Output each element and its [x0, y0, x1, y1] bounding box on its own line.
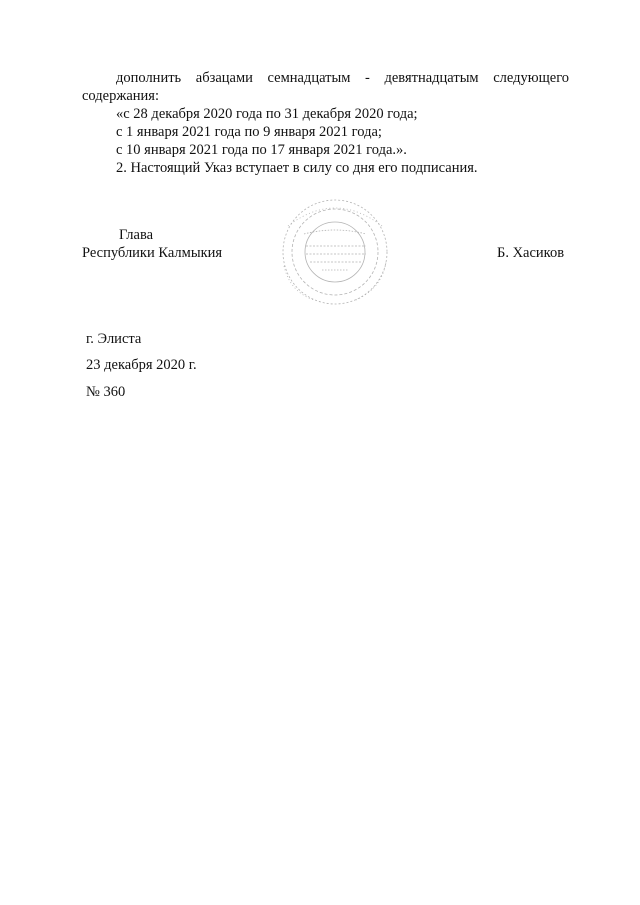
word: девятнадцатым: [384, 70, 479, 86]
footer-date: 23 декабря 2020 г.: [86, 357, 197, 373]
paragraph-2: 2. Настоящий Указ вступает в силу со дня его подписания.: [116, 160, 478, 176]
list-item: с 1 января 2021 года по 9 января 2021 года;: [116, 124, 382, 140]
footer-number: № 360: [86, 384, 126, 400]
list-item: с 10 января 2021 года по 17 января 2021 года.».: [116, 142, 407, 158]
word: семнадцатым: [267, 70, 351, 86]
paragraph-1-line-1: [82, 69, 569, 87]
signature-title-line-2: Республики Калмыкия: [82, 245, 223, 261]
footer-city: г. Элиста: [86, 331, 142, 347]
word: следующего: [493, 70, 570, 86]
official-seal-stamp: [270, 196, 400, 308]
paragraph-1-line-2: содержания:: [82, 88, 160, 104]
signature-name: Б. Хасиков: [497, 245, 565, 261]
word: дополнить: [116, 70, 182, 86]
list-item: «с 28 декабря 2020 года по 31 декабря 2020 года;: [116, 106, 418, 122]
word: -: [365, 70, 370, 86]
signature-title-line-1: Глава: [119, 227, 154, 243]
word: абзацами: [195, 70, 253, 86]
